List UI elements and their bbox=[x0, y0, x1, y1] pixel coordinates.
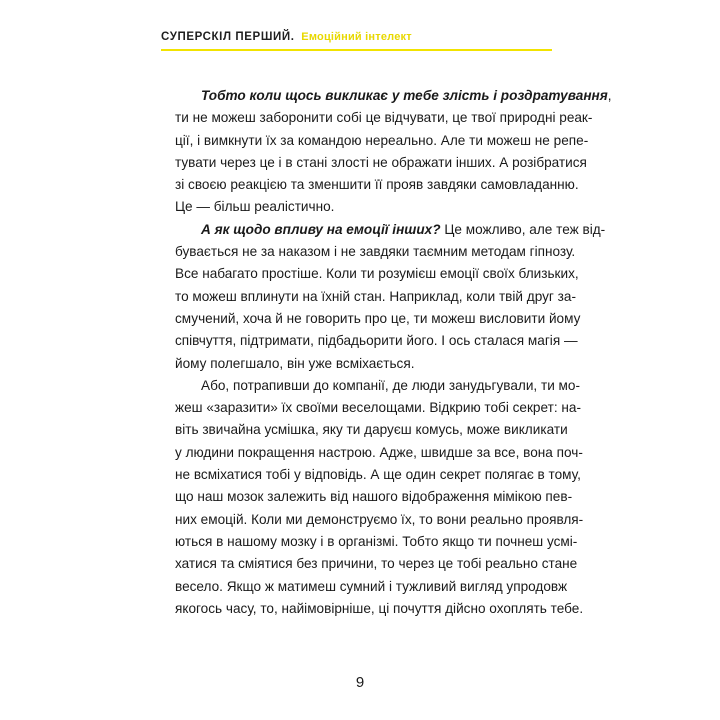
paragraph-line bbox=[175, 486, 573, 508]
header-rule bbox=[161, 49, 552, 51]
paragraph-line bbox=[175, 419, 568, 441]
line-text: Це можливо, але теж від- bbox=[440, 221, 606, 237]
running-head bbox=[161, 31, 552, 43]
paragraph-line bbox=[175, 442, 583, 464]
paragraph-line bbox=[175, 598, 584, 620]
line-text: хатися та сміятися без причини, то через це тобі реально стане bbox=[175, 556, 578, 572]
line-text: не всміхатися тобі у відповідь. А ще один секрет полягає в тому, bbox=[175, 467, 581, 483]
paragraph-line bbox=[175, 286, 576, 308]
line-text: ції, і вимкнути їх за командою нереально. Але ти можеш не репе- bbox=[175, 132, 589, 148]
emphasis-text: А як щодо впливу на емоції інших? bbox=[201, 221, 441, 237]
emphasis-text: Тобто коли щось викликає у тебе злість і роздратування bbox=[201, 88, 608, 103]
paragraph-line bbox=[175, 85, 612, 107]
line-text: весело. Якщо ж матимеш сумний і тужливий вигляд упродовж bbox=[175, 578, 568, 594]
paragraph-line bbox=[175, 152, 587, 174]
line-text: то можеш вплинути на їхній стан. Наприклад, коли твій друг за- bbox=[175, 288, 576, 304]
paragraph-line bbox=[175, 375, 580, 397]
paragraph-line bbox=[175, 241, 576, 263]
line-text: ються в нашому мозку і в організмі. Тобто якщо ти почнеш усмі- bbox=[175, 533, 578, 549]
line-text: йому полегшало, він уже всміхається. bbox=[175, 355, 415, 371]
paragraph-line bbox=[175, 130, 589, 152]
paragraph-line bbox=[175, 353, 552, 375]
line-text: якогось часу, то, найімовірніше, ці почуття дійсно охоплять тебе. bbox=[175, 600, 584, 616]
paragraph-line bbox=[175, 219, 606, 241]
line-text: них емоцій. Коли ми демонструємо їх, то вони реально проявля- bbox=[175, 511, 584, 527]
line-text: ти не можеш заборонити собі це відчувати, це твої природні реак- bbox=[175, 110, 593, 126]
running-head-section: Емоційний інтелект bbox=[301, 31, 412, 43]
line-text: що наш мозок залежить від нашого відображення мімікою пев- bbox=[175, 489, 573, 505]
paragraph-line bbox=[175, 330, 578, 352]
line-text: бувається не за наказом і не завдяки таємним методам гіпнозу. bbox=[175, 244, 576, 260]
paragraph-line bbox=[175, 397, 581, 419]
paragraph-line bbox=[175, 576, 568, 598]
paragraph-line bbox=[175, 464, 581, 486]
paragraph-line bbox=[175, 308, 581, 330]
line-text: Все набагато простіше. Коли ти розумієш емоції своїх близьких, bbox=[175, 266, 579, 282]
line-text: зі своєю реакцією та зменшити її прояв завдяки самовладанню. bbox=[175, 177, 579, 193]
line-text: смучений, хоча й не говорить про це, ти можеш висловити йому bbox=[175, 310, 581, 326]
line-text: віть звичайна усмішка, яку ти даруєш комусь, може викликати bbox=[175, 422, 568, 438]
paragraph-line bbox=[175, 531, 578, 553]
running-head-chapter: СУПЕРСКІЛ ПЕРШИЙ. bbox=[161, 31, 295, 43]
body-text bbox=[175, 85, 612, 620]
paragraph-line bbox=[175, 263, 579, 285]
line-text: тувати через це і в стані злості не ображати інших. А розібратися bbox=[175, 154, 587, 170]
line-text: , bbox=[607, 88, 612, 103]
paragraph-line bbox=[175, 107, 593, 129]
paragraph-line bbox=[175, 196, 552, 218]
line-text: Або, потрапивши до компанії, де люди занудьгували, ти мо- bbox=[201, 377, 580, 393]
line-text: Це — більш реалістично. bbox=[175, 199, 335, 215]
line-text: співчуття, підтримати, підбадьорити його. І ось сталася магія — bbox=[175, 333, 578, 349]
paragraph-line bbox=[175, 174, 579, 196]
page-number: 9 bbox=[355, 674, 365, 691]
paragraph-line bbox=[175, 553, 578, 575]
paragraph-line bbox=[175, 509, 584, 531]
line-text: у людини покращення настрою. Адже, швидше за все, вона поч- bbox=[175, 444, 583, 460]
line-text: жеш «заразити» їх своїми веселощами. Відкрию тобі секрет: на- bbox=[175, 400, 581, 416]
